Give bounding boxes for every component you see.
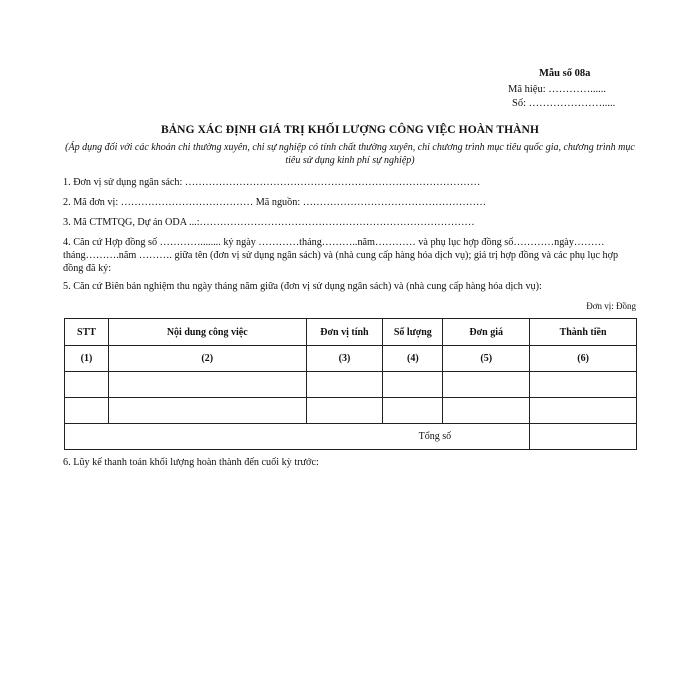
header-unit-price: Đơn giá bbox=[443, 319, 530, 346]
header-amount: Thành tiền bbox=[530, 319, 637, 346]
table-row bbox=[65, 372, 637, 398]
column-number: (3) bbox=[306, 346, 383, 372]
column-number: (4) bbox=[383, 346, 443, 372]
column-number: (6) bbox=[530, 346, 637, 372]
table-cell bbox=[443, 372, 530, 398]
table-cell bbox=[383, 398, 443, 424]
field-budget-unit: 1. Đơn vị sử dụng ngân sách: …………………………………………………………………………… bbox=[63, 177, 481, 188]
form-number: Mẫu số 08a bbox=[539, 68, 591, 79]
field-contract-basis: 4. Căn cứ Hợp đồng số …………........ ký ngày …………tháng………..năm………… và phụ lục hợp đồng số…………ngày………tháng……….năm ………. giữa tên (đơn vị sử dụng ngân sách) và (nhà cung cấp hàng hóa dịch vụ); giá trị hợp đồng và các phụ lục hợp đồng đã ký: bbox=[63, 237, 619, 274]
reference-code: Mã hiệu: …………...... bbox=[508, 84, 606, 95]
field-program-code: 3. Mã CTMTQG, Dự án ODA ...:……………………………………………………………………… bbox=[63, 217, 475, 228]
column-number: (1) bbox=[65, 346, 109, 372]
table-cell bbox=[65, 398, 109, 424]
header-quantity: Số lượng bbox=[383, 319, 443, 346]
currency-unit-note: Đơn vị: Đồng bbox=[586, 301, 636, 311]
table-cell bbox=[383, 372, 443, 398]
table-cell bbox=[108, 372, 306, 398]
header-work-content: Nội dung công việc bbox=[108, 319, 306, 346]
document-subtitle: (Áp dụng đối với các khoản chi thường xuyên, chi sự nghiệp có tính chất thường xuyên, chi chương trình mục tiêu quốc gia, chương trình mục tiêu sử dụng kinh phí sự nghiệp) bbox=[65, 142, 635, 166]
total-value-cell bbox=[530, 424, 637, 450]
table-header-row bbox=[65, 319, 637, 346]
header-stt: STT bbox=[65, 319, 109, 346]
table-cell bbox=[530, 398, 637, 424]
field-acceptance-basis: 5. Căn cứ Biên bản nghiệm thu ngày tháng năm giữa (đơn vị sử dụng ngân sách) và (nhà cung cấp hàng hóa dịch vụ): bbox=[63, 281, 542, 292]
column-number-row bbox=[65, 346, 637, 372]
total-label-cell bbox=[65, 424, 530, 450]
work-value-table bbox=[64, 318, 637, 450]
reference-number: Số: …………………..... bbox=[512, 98, 616, 109]
field-unit-code: 2. Mã đơn vị: ………………………………… Mã nguồn: ……………………………………………… bbox=[63, 197, 487, 208]
column-number: (5) bbox=[443, 346, 530, 372]
total-row bbox=[65, 424, 637, 450]
field-cumulative-payment: 6. Lũy kế thanh toán khối lượng hoàn thành đến cuối kỳ trước: bbox=[63, 457, 319, 468]
column-number: (2) bbox=[108, 346, 306, 372]
table-cell bbox=[108, 398, 306, 424]
table-cell bbox=[65, 372, 109, 398]
table-row bbox=[65, 398, 637, 424]
total-label: Tổng số bbox=[418, 431, 452, 442]
table-cell bbox=[306, 372, 383, 398]
header-unit: Đơn vị tính bbox=[306, 319, 383, 346]
table-cell bbox=[306, 398, 383, 424]
table-cell bbox=[443, 398, 530, 424]
table-cell bbox=[530, 372, 637, 398]
document-title: BẢNG XÁC ĐỊNH GIÁ TRỊ KHỐI LƯỢNG CÔNG VIỆC HOÀN THÀNH bbox=[160, 124, 540, 136]
